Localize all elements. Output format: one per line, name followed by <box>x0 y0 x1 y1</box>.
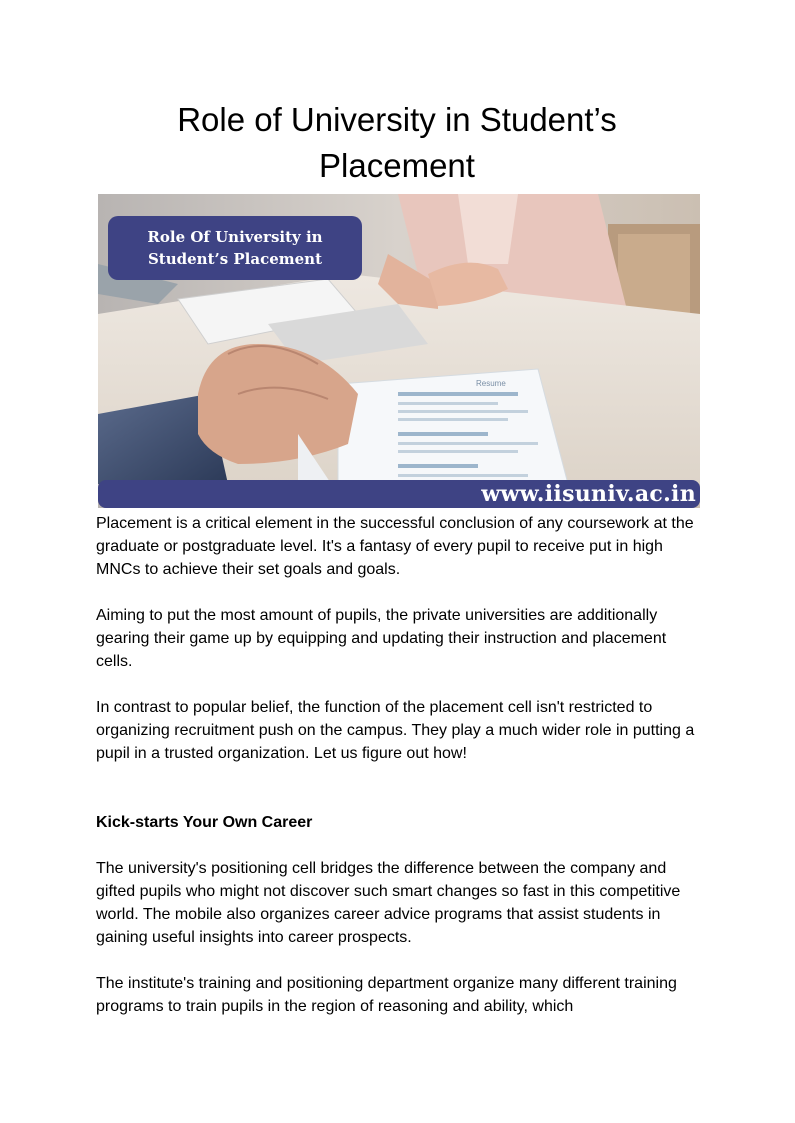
article-body <box>96 512 700 1041</box>
website-url: www.iisuniv.ac.in <box>481 481 696 507</box>
website-bar <box>98 480 700 508</box>
title-line-1: Role of University in Student’s <box>177 101 617 138</box>
resume-document <box>338 369 568 494</box>
hero-banner <box>108 216 362 280</box>
page-title <box>96 97 698 189</box>
section-heading-kick-starts: Kick-starts Your Own Career <box>96 814 313 831</box>
banner-line-1: Role Of University in <box>147 228 323 246</box>
paragraph-3: In contrast to popular belief, the function of the placement cell isn't restricted to organizing recruitment push on the campus. They play a much wider role in putting a pupil in a trusted organization. Let us figure out how! <box>96 699 695 762</box>
banner-line-2: Student’s Placement <box>147 250 323 268</box>
paragraph-4: The university's positioning cell bridges the difference between the company and gifted pupils who might not discover such smart changes so fast in this competitive world. The mobile also organizes career advice programs that assist students in gaining useful insights into career prospects. <box>96 860 681 946</box>
resume-heading: Resume <box>476 379 506 388</box>
paragraph-1: Placement is a critical element in the successful conclusion of any coursework at the graduate or postgraduate level. It's a fantasy of every pupil to receive put in high MNCs to achieve their set goals and goals. <box>96 515 694 578</box>
title-line-2: Placement <box>319 147 475 184</box>
paragraph-5: The institute's training and positioning department organize many different training programs to train pupils in the region of reasoning and ability, which <box>96 975 677 1015</box>
paragraph-2: Aiming to put the most amount of pupils, the private universities are additionally gearing their game up by equipping and updating their instruction and placement cells. <box>96 607 667 670</box>
hero-image <box>98 194 700 508</box>
